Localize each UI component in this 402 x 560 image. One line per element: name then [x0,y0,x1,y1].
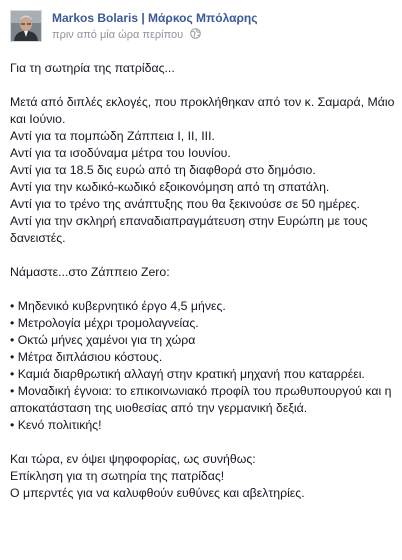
post-text-line: • Μέτρα διπλάσιου κόστους. [10,350,163,364]
post-body [10,60,396,519]
post-text-line: Αντί για τα 18.5 δις ευρώ από τη διαφθορά στο δημόσιο. [10,163,316,177]
post-paragraph [10,451,396,502]
author-name[interactable]: Markos Bolaris | Μάρκος Μπόλαρης [52,11,258,25]
post-text-line: Για τη σωτηρία της πατρίδας... [10,61,175,75]
post-paragraph [10,298,396,434]
post-paragraph [10,60,396,77]
post-paragraph [10,264,396,281]
post-text-line: Αντί για τα ισοδύναμα μέτρα του Ιουνίου. [10,146,231,160]
post-text-line: • Καμιά διαρθρωτική αλλαγή στην κρατική μηχανή που καταρρέει. [10,367,365,381]
post-text-line: • Κενό πολιτικής! [10,418,102,432]
post-header [10,10,390,44]
post-text-line: Ο μπερντές για να καλυφθούν ευθύνες και αβελτηρίες. [10,486,305,500]
post-text-line: • Μηδενικό κυβερνητικό έργο 4,5 μήνες. [10,299,226,313]
post-text-line: Μετά από διπλές εκλογές, που προκλήθηκαν από τον κ. Σαμαρά, Μάιο και Ιούνιο. [10,95,395,126]
post-text-line: Αντί για τα πομπώδη Ζάππεια I, II, III. [10,129,215,143]
globe-icon[interactable] [190,28,201,39]
post-text-line: Νάμαστε...στο Ζάππειο Zero: [10,265,170,279]
post-text-line: • Οκτώ μήνες χαμένοι για τη χώρα [10,333,196,347]
post-text-line: Αντί για το τρένο της ανάπτυξης που θα ξεκινούσε σε 50 ημέρες. [10,197,360,211]
avatar-portrait-icon [11,11,41,41]
post-text-line: Αντί για την σκληρή επαναδιαπραγμάτευση στην Ευρώπη με τους δανειστές. [10,214,368,245]
post-text-line: Και τώρα, εν όψει ψηφοφορίας, ως συνήθως: [10,452,256,466]
post-text-line: Αντί για την κωδικό-κωδικό εξοικονόμηση από τη σπατάλη. [10,180,330,194]
post-text-line: Επίκληση για τη σωτηρία της πατρίδας! [10,469,225,483]
post-text-line: • Μετρολογία μέχρι τρομολαγνείας. [10,316,199,330]
post-text-line: • Μοναδική έγνοια: το επικοινωνιακό προφίλ του πρωθυπουργού και η αποκατάσταση της υιοθεσίας από την γερμανική δεξιά. [10,384,392,415]
post-timestamp[interactable]: πριν από μία ώρα περίπου [52,29,184,41]
post-paragraph [10,94,396,247]
author-avatar[interactable] [10,10,42,42]
post-meta [52,28,201,41]
